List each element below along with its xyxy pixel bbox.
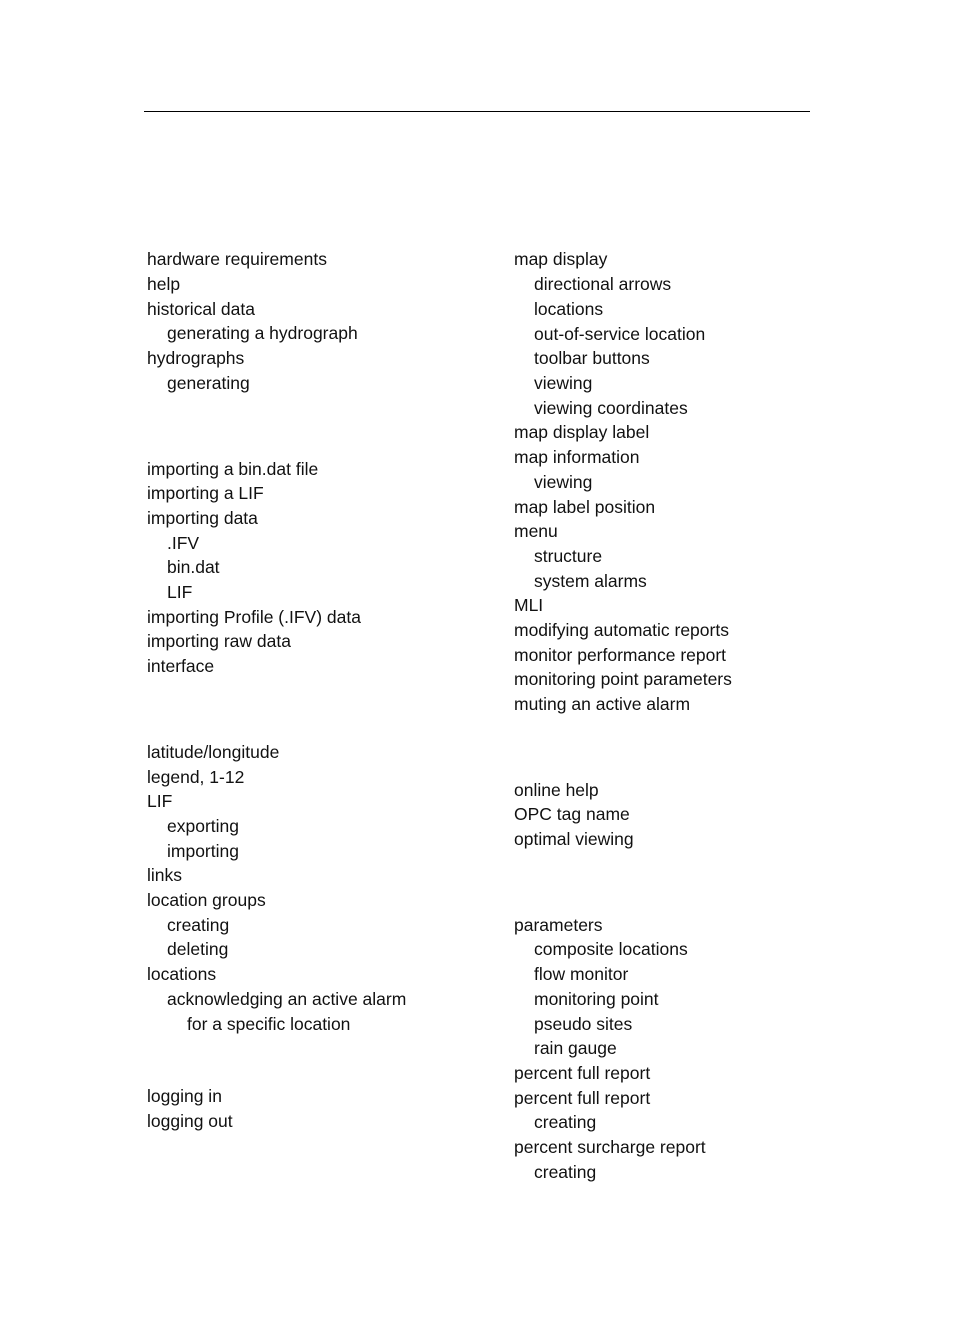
index-entry-level-1: LIF — [147, 791, 173, 811]
index-entry-level-1: links — [147, 865, 183, 885]
index-entry-level-2: bin.dat — [167, 557, 220, 577]
index-entry-level-2: system alarms — [534, 571, 647, 591]
header-rule — [144, 111, 810, 112]
index-entry-level-1: modifying automatic reports — [514, 620, 729, 640]
index-entry-level-2: creating — [534, 1162, 597, 1182]
index-entry-level-2: toolbar buttons — [534, 348, 650, 368]
index-entry-level-1: optimal viewing — [514, 829, 634, 849]
index-entry-level-2: viewing — [534, 373, 593, 393]
index-entry-level-1: importing a LIF — [147, 483, 264, 503]
index-entry-level-1: monitoring point parameters — [514, 669, 732, 689]
index-entry-level-2: out-of-service location — [534, 324, 706, 344]
index-entry-level-2: rain gauge — [534, 1038, 617, 1058]
index-entry-level-2: monitoring point — [534, 989, 659, 1009]
index-entry-level-2: deleting — [167, 939, 229, 959]
index-entry-level-1: logging out — [147, 1111, 233, 1131]
index-entry-level-1: map display — [514, 249, 608, 269]
index-entry-level-1: legend, 1-12 — [147, 767, 245, 787]
index-entry-level-1: locations — [147, 964, 217, 984]
index-entry-level-1: historical data — [147, 299, 255, 319]
index-entry-level-2: generating a hydrograph — [167, 323, 358, 343]
index-entry-level-1: importing a bin.dat file — [147, 459, 319, 479]
index-entry-level-2: composite locations — [534, 939, 688, 959]
index-entry-level-2: pseudo sites — [534, 1014, 633, 1034]
index-entry-level-2: locations — [534, 299, 604, 319]
index-entry-level-1: importing raw data — [147, 631, 291, 651]
index-entry-level-2: exporting — [167, 816, 239, 836]
index-entry-level-2: viewing — [534, 472, 593, 492]
index-entry-level-1: map display label — [514, 422, 650, 442]
index-entry-level-1: MLI — [514, 595, 544, 615]
index-entry-level-2: generating — [167, 373, 250, 393]
index-entry-level-3: for a specific location — [187, 1014, 351, 1034]
index-entry-level-1: muting an active alarm — [514, 694, 691, 714]
index-entry-level-1: menu — [514, 521, 558, 541]
index-entry-level-1: help — [147, 274, 181, 294]
index-entry-level-1: map information — [514, 447, 640, 467]
index-entry-level-2: viewing coordinates — [534, 398, 688, 418]
index-entry-level-1: monitor performance report — [514, 645, 727, 665]
index-entry-level-1: logging in — [147, 1086, 222, 1106]
index-entry-level-2: structure — [534, 546, 603, 566]
index-entry-level-1: map label position — [514, 497, 656, 517]
index-entry-level-2: LIF — [167, 582, 193, 602]
index-entry-level-2: directional arrows — [534, 274, 672, 294]
index-entry-level-1: location groups — [147, 890, 266, 910]
index-entry-level-1: online help — [514, 780, 599, 800]
index-entry-level-1: hardware requirements — [147, 249, 327, 269]
index-entry-level-1: importing Profile (.IFV) data — [147, 607, 361, 627]
index-entry-level-1: percent full report — [514, 1088, 651, 1108]
index-entry-level-1: importing data — [147, 508, 258, 528]
index-entry-level-2: creating — [534, 1112, 597, 1132]
index-entry-level-1: latitude/longitude — [147, 742, 280, 762]
index-entry-level-2: .IFV — [167, 533, 200, 553]
index-entry-level-2: flow monitor — [534, 964, 629, 984]
index-entry-level-1: hydrographs — [147, 348, 245, 368]
index-entry-level-2: acknowledging an active alarm — [167, 989, 407, 1009]
index-entry-level-1: percent surcharge report — [514, 1137, 706, 1157]
index-entry-level-1: OPC tag name — [514, 804, 630, 824]
index-entry-level-2: importing — [167, 841, 239, 861]
index-entry-level-1: interface — [147, 656, 215, 676]
index-entry-level-2: creating — [167, 915, 230, 935]
index-entry-level-1: parameters — [514, 915, 603, 935]
index-entry-level-1: percent full report — [514, 1063, 651, 1083]
